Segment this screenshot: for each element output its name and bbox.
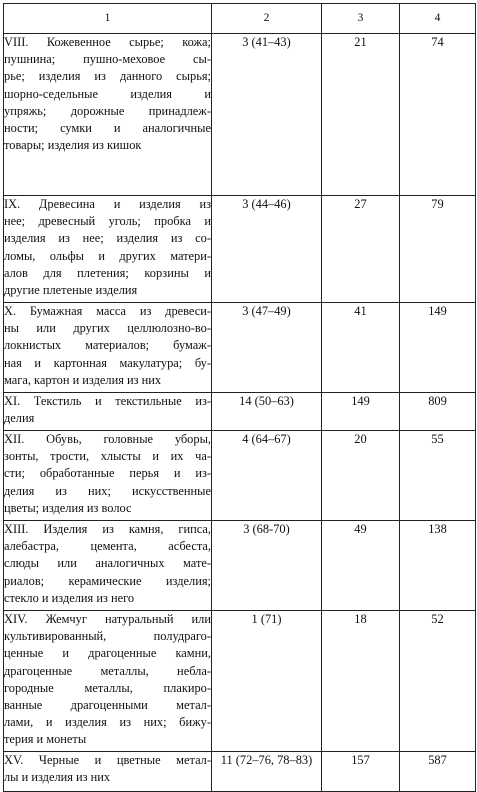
description-line: ломы, ольфы и других матери- [4, 248, 211, 263]
table-body [4, 34, 476, 792]
description-line: зонты, трости, хлысты и их ча- [4, 449, 211, 464]
description-line: мага, картон и изделия из них [4, 372, 162, 387]
description-line: стекло и изделия из него [4, 590, 135, 605]
description-line: цветы; изделия из волос [4, 500, 132, 515]
description-line: лы и изделия из них [4, 770, 111, 785]
description-line: локнистых материалов; бумаж- [4, 338, 211, 353]
section-col3-value: 20 [322, 431, 400, 521]
section-chapters: 3 (41–43) [212, 34, 322, 196]
section-chapters: 3 (47–49) [212, 303, 322, 393]
column-header-3: 3 [322, 4, 400, 34]
description-line: IX. Древесина и изделия из [4, 197, 211, 211]
table-row [4, 303, 476, 393]
description-line: изделия из нее; изделия из со- [4, 231, 211, 246]
description-line: X. Бумажная масса из древеси- [4, 304, 211, 318]
section-col4-value: 809 [400, 393, 476, 431]
header-row [4, 4, 476, 34]
section-chapters: 11 (72–76, 78–83) [212, 752, 322, 792]
description-line: ванные драгоценными метал- [4, 698, 211, 713]
description-line: слюды или аналогичных мате- [4, 556, 211, 571]
description-line: ны или других целлюлозно-во- [4, 321, 211, 336]
section-col4-value: 55 [400, 431, 476, 521]
description-line: шорно-седельные изделия и [4, 86, 211, 101]
section-col4-value: 138 [400, 521, 476, 611]
description-line: алебастра, цемента, асбеста, [4, 539, 211, 554]
description-line: упряжь; дорожные принадлеж- [4, 103, 211, 118]
section-chapters: 1 (71) [212, 611, 322, 752]
column-header-2: 2 [212, 4, 322, 34]
description-line: XII. Обувь, головные уборы, [4, 432, 211, 446]
section-description [4, 521, 212, 611]
section-description [4, 431, 212, 521]
description-line: другие плетеные изделия [4, 283, 138, 298]
section-col3-value: 49 [322, 521, 400, 611]
description-line: ценные и драгоценные камни, [4, 646, 211, 661]
description-line: культивированный, полудраго- [4, 629, 211, 644]
section-description [4, 611, 212, 752]
description-line: XV. Черные и цветные метал- [4, 753, 211, 767]
section-col4-value: 52 [400, 611, 476, 752]
section-col4-value: 149 [400, 303, 476, 393]
table-row [4, 34, 476, 196]
table-row [4, 196, 476, 303]
table-row [4, 431, 476, 521]
section-col4-value: 74 [400, 34, 476, 196]
section-col3-value: 21 [322, 34, 400, 196]
table-row [4, 752, 476, 792]
section-chapters: 3 (68-70) [212, 521, 322, 611]
description-line: VIII. Кожевенное сырье; кожа; [4, 35, 211, 49]
table-row [4, 611, 476, 752]
description-line: XIII. Изделия из камня, гипса, [4, 522, 211, 536]
description-line: терия и монеты [4, 732, 87, 747]
section-col3-value: 157 [322, 752, 400, 792]
description-line: алов для плетения; корзины и [4, 265, 211, 280]
description-line: пушнина; пушно-меховое сы- [4, 52, 211, 67]
description-line: рье; изделия из данного сырья; [4, 69, 211, 84]
column-header-4: 4 [400, 4, 476, 34]
description-line: ная и картонная макулатура; бу- [4, 355, 211, 370]
section-chapters: 3 (44–46) [212, 196, 322, 303]
description-line: драгоценные металлы, небла- [4, 663, 211, 678]
description-line: городные металлы, плакиро- [4, 680, 211, 695]
section-col3-value: 27 [322, 196, 400, 303]
description-line: делия [4, 411, 35, 426]
section-description [4, 752, 212, 792]
section-col4-value: 79 [400, 196, 476, 303]
description-line: товары; изделия из кишок [4, 138, 142, 153]
section-chapters: 4 (64–67) [212, 431, 322, 521]
description-line: сти; обработанные перья и из- [4, 466, 211, 481]
description-line: XIV. Жемчуг натуральный или [4, 612, 211, 626]
section-description [4, 34, 212, 196]
description-line: ности; сумки и аналогичные [4, 121, 211, 136]
section-description [4, 303, 212, 393]
description-line: нее; древесный уголь; пробка и [4, 214, 211, 229]
section-col3-value: 18 [322, 611, 400, 752]
section-description [4, 393, 212, 431]
section-col3-value: 41 [322, 303, 400, 393]
description-line: XI. Текстиль и текстильные из- [4, 394, 211, 408]
section-description [4, 196, 212, 303]
tnved-sections-table [3, 3, 476, 792]
section-chapters: 14 (50–63) [212, 393, 322, 431]
description-line: лами, и изделия из них; бижу- [4, 715, 211, 730]
description-line: риалов; керамические изделия; [4, 573, 211, 588]
section-col3-value: 149 [322, 393, 400, 431]
table-row [4, 521, 476, 611]
table-row [4, 393, 476, 431]
description-line: делия из них; искусственные [4, 483, 211, 498]
section-col4-value: 587 [400, 752, 476, 792]
column-header-1: 1 [4, 4, 212, 34]
